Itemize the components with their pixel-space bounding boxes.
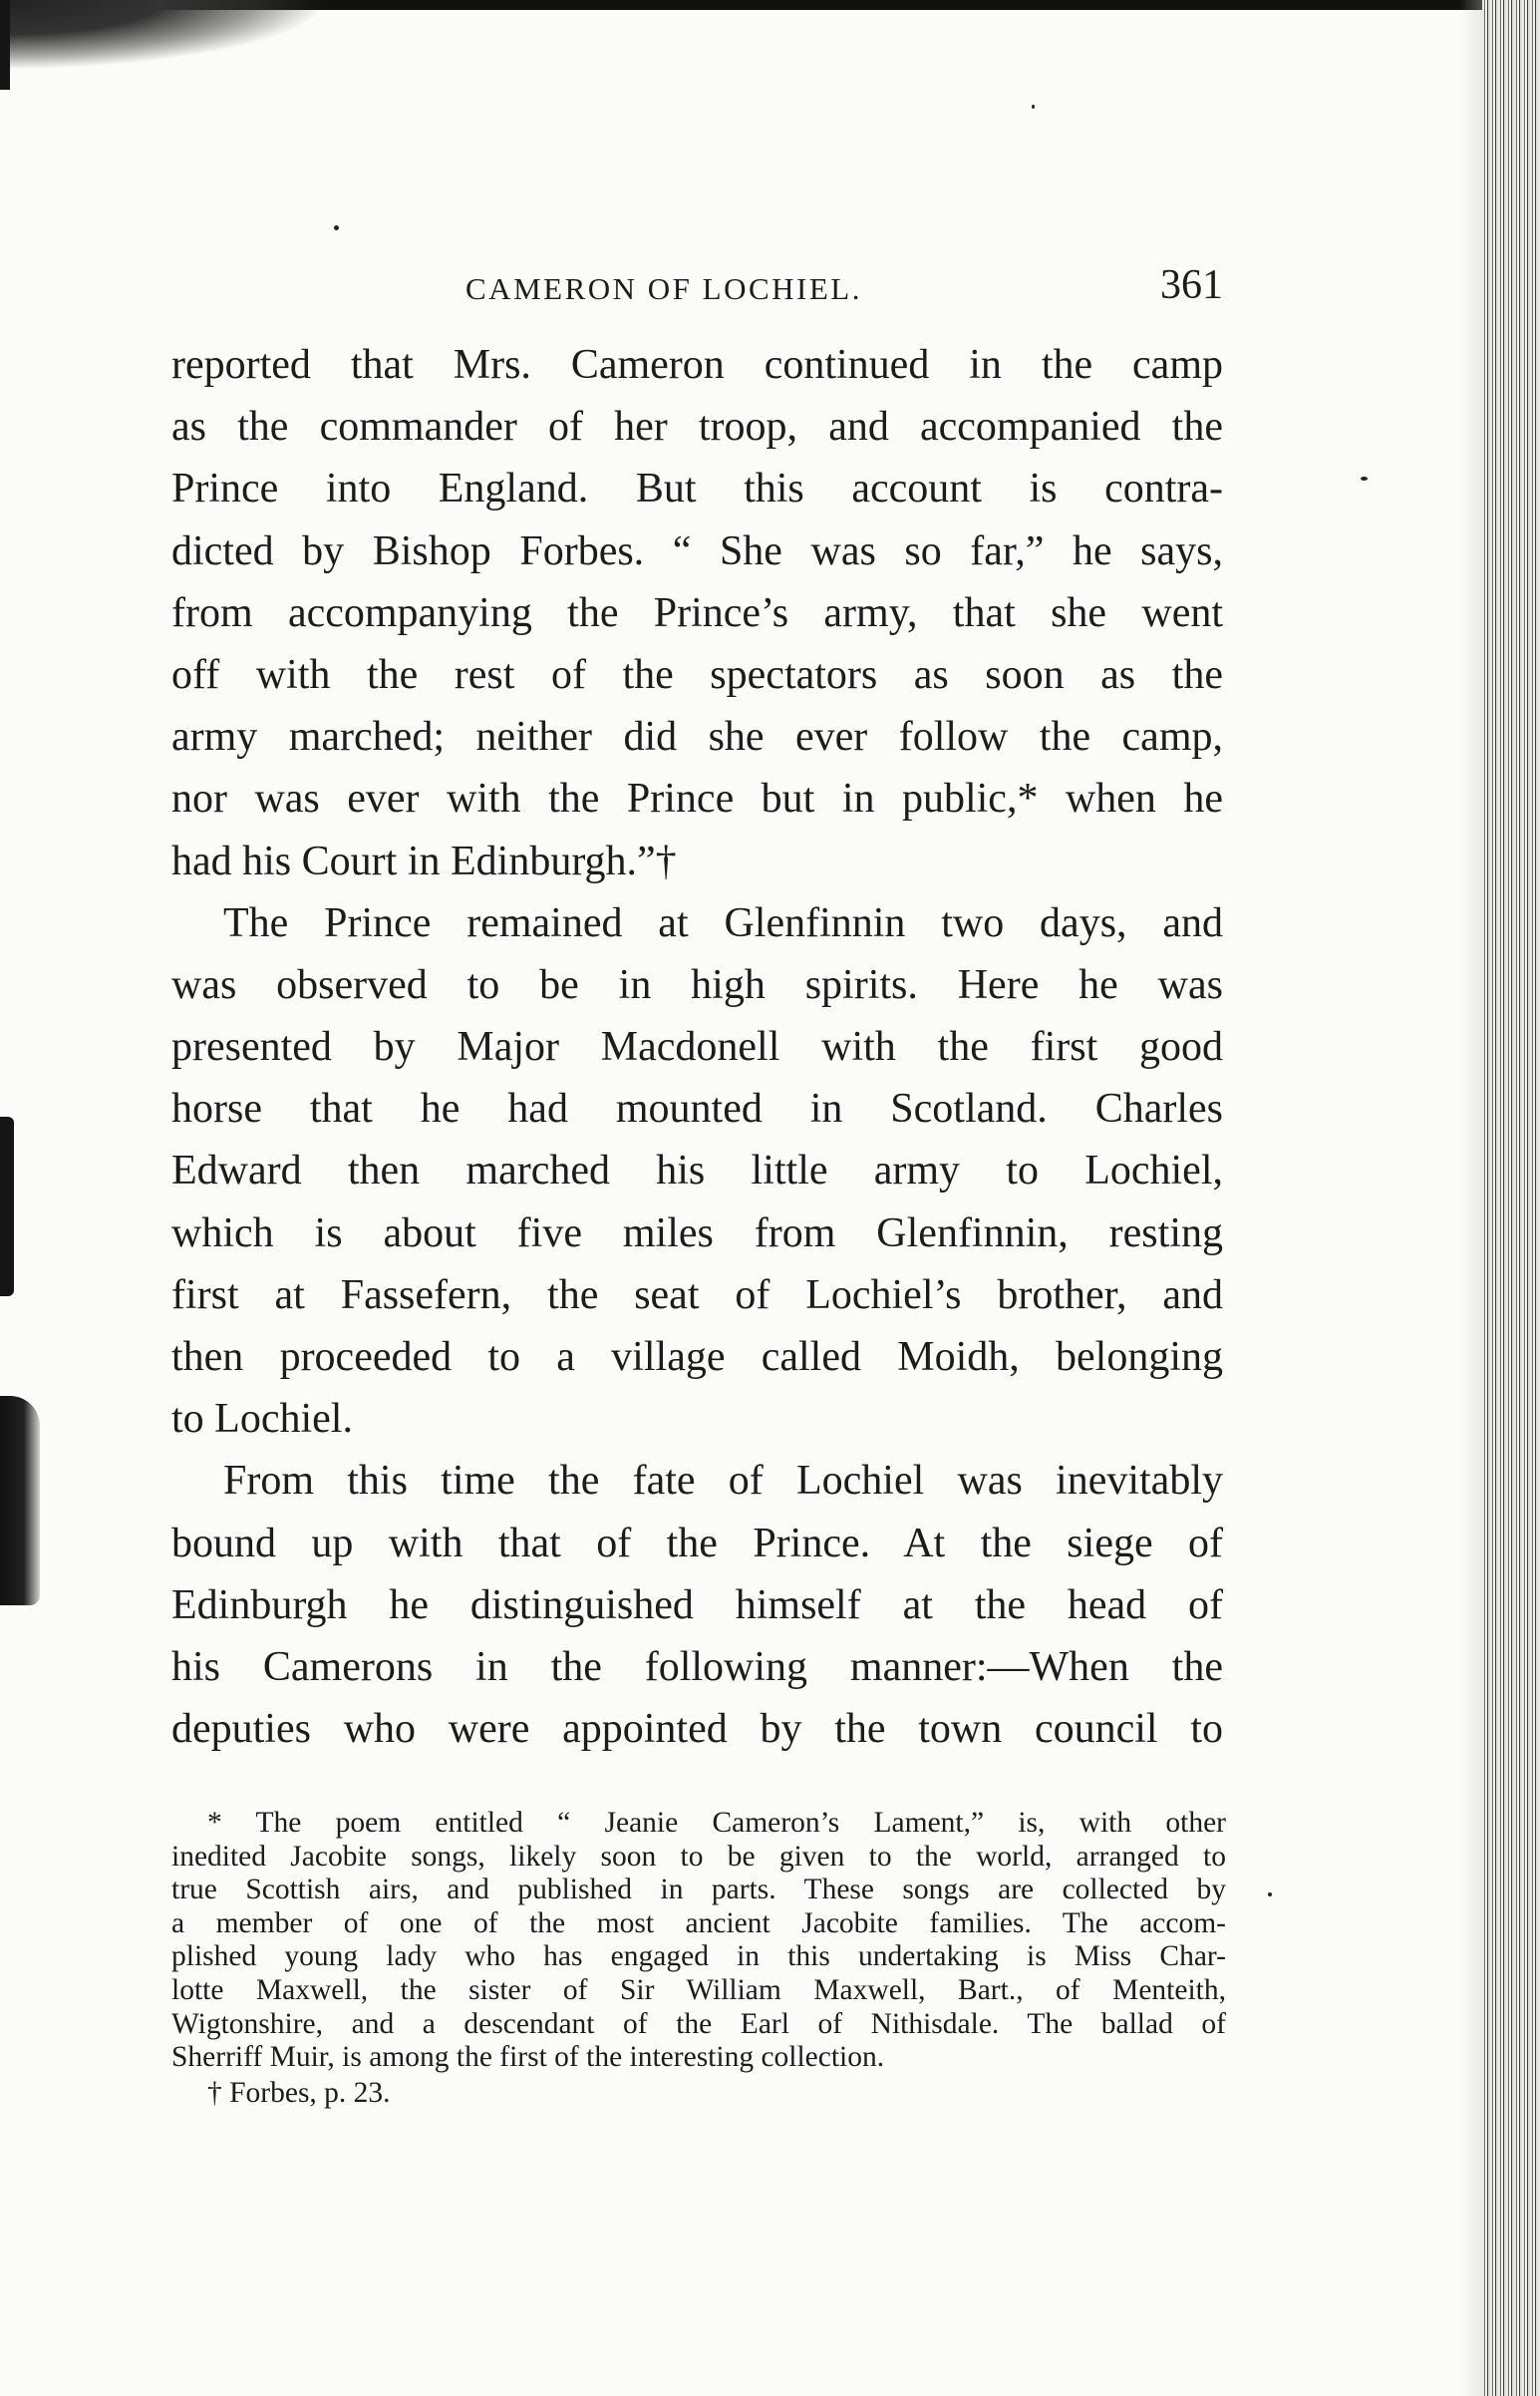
- footnote-line: Sherriff Muir, is among the first of the interesting collection.: [171, 2041, 885, 2074]
- text-line: dicted by Bishop Forbes. “ She was so far,” he says,: [171, 527, 1223, 574]
- footnote-line: true Scottish airs, and published in parts. These songs are collected by: [171, 1874, 1226, 1906]
- text-line: to Lochiel.: [171, 1396, 353, 1443]
- page-number: 361: [1160, 262, 1223, 308]
- text-line: reported that Mrs. Cameron continued in the camp: [171, 342, 1223, 388]
- footnote: [171, 2077, 1226, 2111]
- text-line: Edward then marched his little army to Lochiel,: [171, 1148, 1223, 1195]
- text-line: then proceeded to a village called Moidh, belonging: [171, 1334, 1223, 1380]
- text-line: bound up with that of the Prince. At the siege of: [171, 1520, 1223, 1566]
- text-line: which is about five miles from Glenfinnin, resting: [171, 1209, 1223, 1256]
- text-line: From this time the fate of Lochiel was inevitably: [223, 1458, 1223, 1505]
- footnote: [171, 1807, 1226, 2075]
- text-line: his Camerons in the following manner:—When the: [171, 1643, 1223, 1690]
- text-line: Prince into England. But this account is contra-: [171, 466, 1223, 513]
- footnote-line: Wigtonshire, and a descendant of the Earl of Nithisdale. The ballad of: [171, 2007, 1226, 2040]
- text-line: presented by Major Macdonell with the first good: [171, 1024, 1223, 1071]
- scan-speck: [1361, 477, 1368, 481]
- footnote-line: inedited Jacobite songs, likely soon to be given to the world, arranged to: [171, 1840, 1226, 1873]
- footnote-line: † Forbes, p. 23.: [207, 2076, 391, 2109]
- scan-gutter-shadow: [1460, 0, 1482, 2396]
- text-line: army marched; neither did she ever follow the camp,: [171, 714, 1223, 761]
- footnote-line: a member of one of the most ancient Jacobite families. The accom-: [171, 1906, 1226, 1939]
- footnotes: [171, 1807, 1226, 2110]
- running-title: CAMERON OF LOCHIEL.: [465, 271, 862, 306]
- scan-left-edge-mark: [0, 1117, 14, 1296]
- scan-speck: [334, 225, 339, 230]
- text-line: as the commander of her troop, and accompanied the: [171, 404, 1223, 451]
- scan-speck: [1032, 105, 1035, 109]
- text-line: from accompanying the Prince’s army, that she went: [171, 589, 1223, 636]
- footnote-line: lotte Maxwell, the sister of Sir William Maxwell, Bart., of Menteith,: [171, 1973, 1226, 2006]
- scan-left-edge-mark: [0, 1396, 40, 1605]
- text-line: Edinburgh he distinguished himself at the head of: [171, 1581, 1223, 1628]
- text-line: had his Court in Edinburgh.”†: [171, 838, 677, 884]
- text-line: deputies who were appointed by the town council to: [171, 1706, 1223, 1753]
- scan-speck: [1268, 1892, 1272, 1896]
- scan-left-edge-mark: [0, 0, 10, 90]
- text-line: first at Fassefern, the seat of Lochiel’s brother, and: [171, 1271, 1223, 1318]
- body-text: [171, 334, 1223, 1760]
- paragraph: [171, 334, 1223, 892]
- running-header: [171, 261, 1223, 321]
- footnote-line: * The poem entitled “ Jeanie Cameron’s Lament,” is, with other: [207, 1807, 1226, 1839]
- text-line: off with the rest of the spectators as soon as the: [171, 651, 1223, 698]
- text-line: nor was ever with the Prince but in public,* when he: [171, 776, 1223, 823]
- scan-page-curl: [0, 0, 329, 70]
- text-line: was observed to be in high spirits. Here he was: [171, 961, 1223, 1008]
- footnote-line: plished young lady who has engaged in this undertaking is Miss Char-: [171, 1940, 1226, 1973]
- paragraph: [171, 892, 1223, 1451]
- text-line: The Prince remained at Glenfinnin two days, and: [223, 899, 1223, 946]
- paragraph: [171, 1450, 1223, 1760]
- scan-page-stack-edge: [1482, 0, 1540, 2396]
- text-line: horse that he had mounted in Scotland. Charles: [171, 1086, 1223, 1133]
